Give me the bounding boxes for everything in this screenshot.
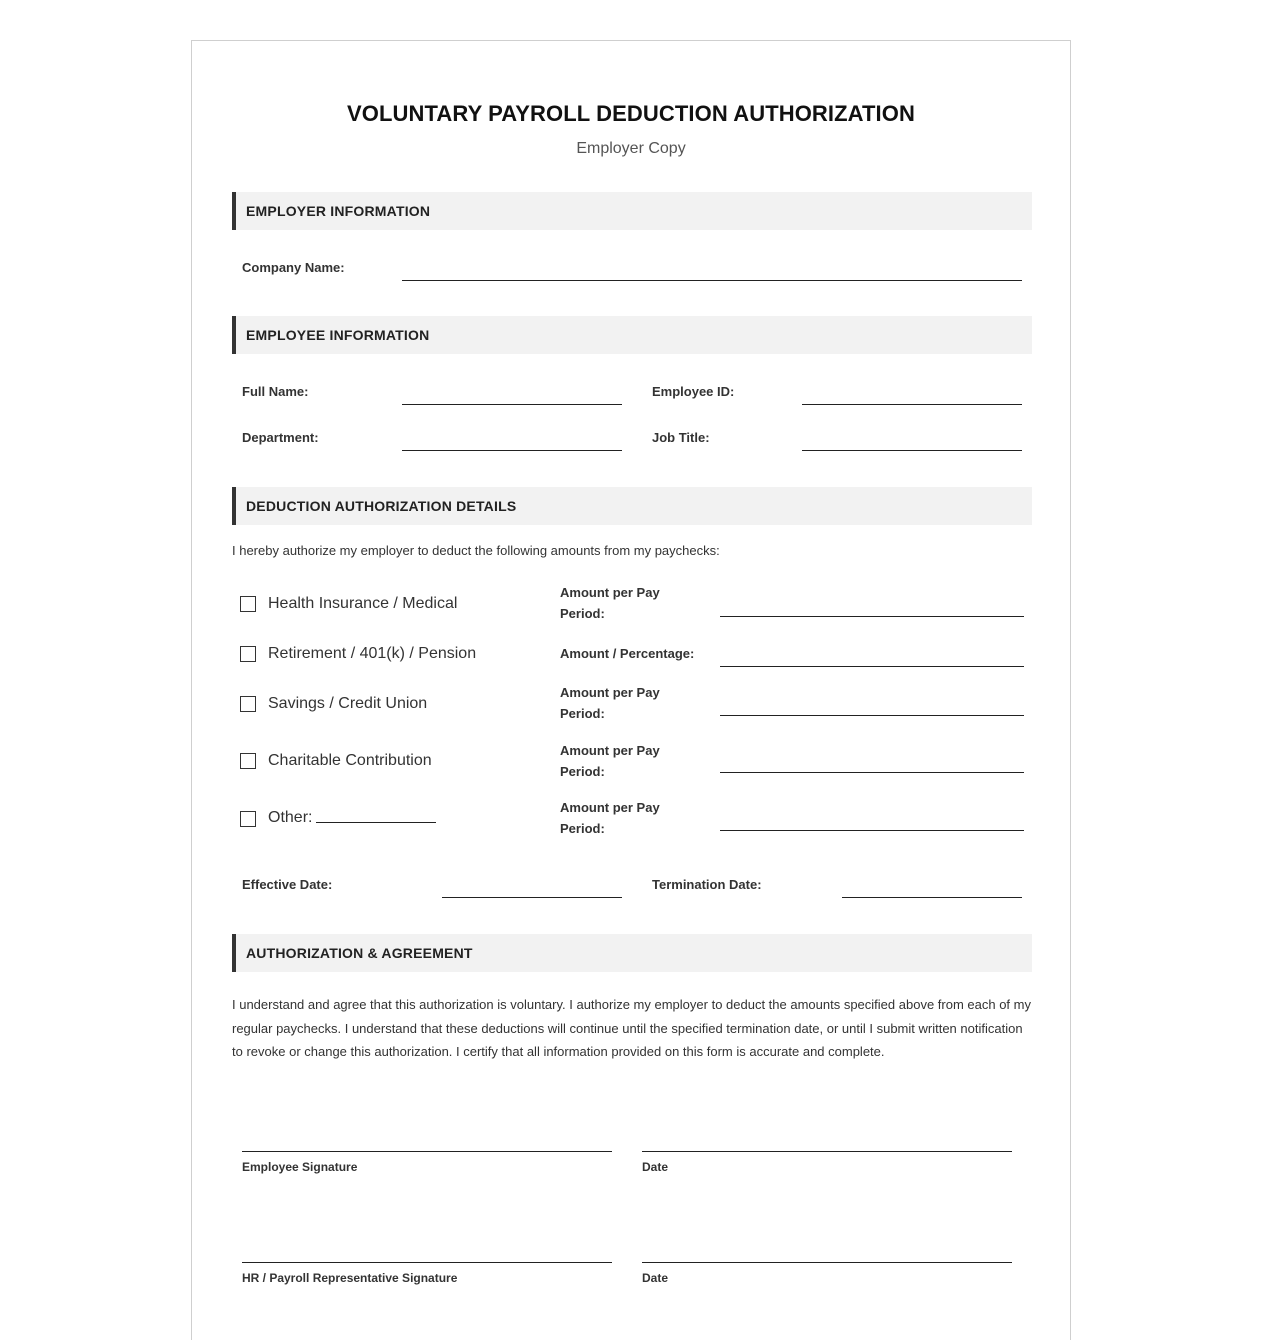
employee-date-field[interactable] <box>642 1151 1012 1152</box>
termination-date-field[interactable] <box>842 897 1022 898</box>
amount-label-line1: Amount per Pay <box>560 585 660 600</box>
amount-label-line1: Amount / Percentage: <box>560 646 695 661</box>
company-name-field[interactable] <box>402 280 1022 281</box>
hr-date-label: Date <box>642 1271 669 1285</box>
form-title: VOLUNTARY PAYROLL DEDUCTION AUTHORIZATION <box>347 101 915 126</box>
other-description-field[interactable] <box>316 822 436 823</box>
hr-signature-label: HR / Payroll Representative Signature <box>242 1271 458 1285</box>
section-employee-information <box>232 316 1032 354</box>
section-heading: AUTHORIZATION & AGREEMENT <box>246 945 473 961</box>
amount-label <box>560 740 660 782</box>
employee-id-label: Employee ID: <box>652 384 735 399</box>
hr-signature-field[interactable] <box>242 1262 612 1263</box>
section-deduction-details <box>232 487 1032 525</box>
employee-date-label: Date <box>642 1160 669 1174</box>
department-label: Department: <box>242 430 319 445</box>
health-insurance-amount-field[interactable] <box>720 616 1024 617</box>
section-heading: EMPLOYEE INFORMATION <box>246 327 430 343</box>
charitable-amount-field[interactable] <box>720 772 1024 773</box>
charitable-label: Charitable Contribution <box>268 752 432 769</box>
health-insurance-label: Health Insurance / Medical <box>268 595 458 612</box>
effective-date-label: Effective Date: <box>242 877 333 892</box>
amount-label-line1: Amount per Pay <box>560 800 660 815</box>
deduction-intro-text: I hereby authorize my employer to deduct the following amounts from my paychecks: <box>232 543 720 558</box>
full-name-field[interactable] <box>402 404 622 405</box>
savings-checkbox[interactable] <box>240 696 256 712</box>
savings-label: Savings / Credit Union <box>268 695 428 712</box>
department-field[interactable] <box>402 450 622 451</box>
amount-label-line2: Period: <box>560 821 605 836</box>
other-amount-field[interactable] <box>720 830 1024 831</box>
employee-signature-field[interactable] <box>242 1151 612 1152</box>
retirement-checkbox[interactable] <box>240 646 256 662</box>
section-heading: DEDUCTION AUTHORIZATION DETAILS <box>246 498 517 514</box>
amount-label <box>560 797 660 839</box>
amount-label-line2: Period: <box>560 606 605 621</box>
retirement-label: Retirement / 401(k) / Pension <box>268 645 477 662</box>
job-title-field[interactable] <box>802 450 1022 451</box>
termination-date-label: Termination Date: <box>652 877 762 892</box>
amount-label <box>560 643 694 664</box>
section-heading: EMPLOYER INFORMATION <box>246 203 431 219</box>
section-employer-information <box>232 192 1032 230</box>
hr-date-field[interactable] <box>642 1262 1012 1263</box>
amount-label-line1: Amount per Pay <box>560 743 660 758</box>
form-subtitle: Employer Copy <box>576 140 686 157</box>
section-authorization-agreement <box>232 934 1032 972</box>
retirement-amount-field[interactable] <box>720 666 1024 667</box>
employee-signature-label: Employee Signature <box>242 1160 358 1174</box>
amount-label-line1: Amount per Pay <box>560 685 660 700</box>
effective-date-field[interactable] <box>442 897 622 898</box>
agreement-text: I understand and agree that this authorization is voluntary. I authorize my employer to deduct the amounts specified above from each of my regular paychecks. I understand that these deductions will continue until the specified termination date, or until I submit written notification to revoke or change this authorization. I certify that all information provided on this form is accurate and complete. <box>232 997 1031 1059</box>
other-label: Other: <box>268 809 313 826</box>
health-insurance-checkbox[interactable] <box>240 596 256 612</box>
full-name-label: Full Name: <box>242 384 309 399</box>
savings-amount-field[interactable] <box>720 715 1024 716</box>
amount-label-line2: Period: <box>560 706 605 721</box>
company-name-label: Company Name: <box>242 260 345 275</box>
form-page <box>191 40 1071 1340</box>
amount-label <box>560 582 660 624</box>
charitable-checkbox[interactable] <box>240 753 256 769</box>
job-title-label: Job Title: <box>652 430 710 445</box>
employee-id-field[interactable] <box>802 404 1022 405</box>
amount-label <box>560 682 660 724</box>
other-checkbox[interactable] <box>240 811 256 827</box>
amount-label-line2: Period: <box>560 764 605 779</box>
